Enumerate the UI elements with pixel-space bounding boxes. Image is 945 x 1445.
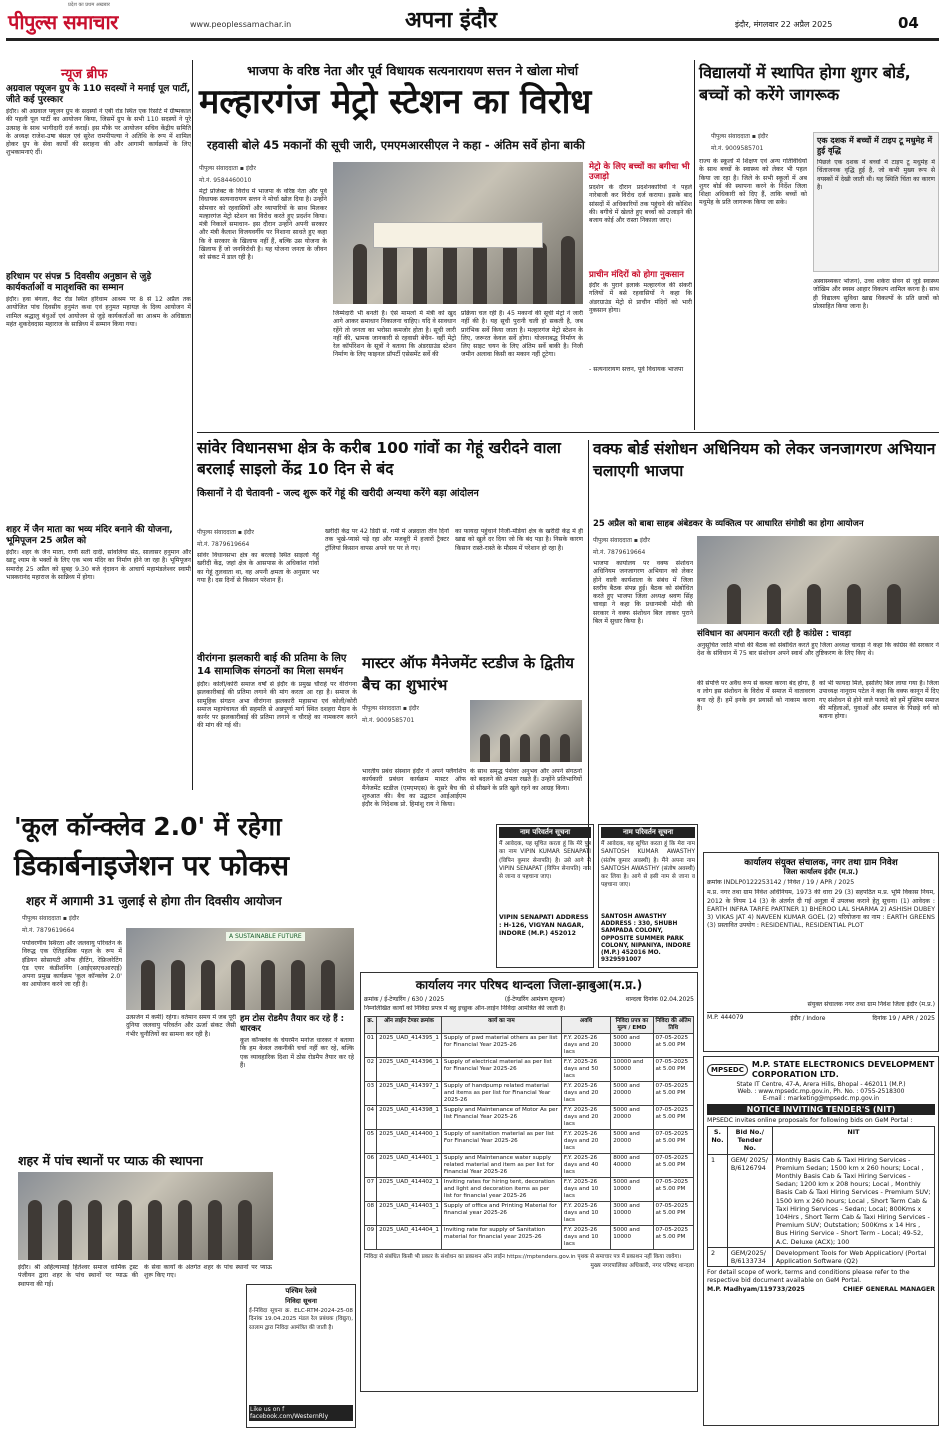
masthead	[0, 0, 945, 44]
gram-body: म.प्र. नगर तथा ग्राम निवेश अधिनियम, 1973 की धारा 29 (3) सहपठित म.प्र. भूमि विकास नियम, 2012 के नियम 14 (3) के अंतर्गत दी गई अनुज्ञा में उपलब्ध कराने हेतु सूचना। (1) आवेदक : EARTH INFRA TARFE PARTNER 1) BHEROO LAL SHARMA 2) ASHISH DUBEY 3) VIKAS JAT 4) NAVEEN KUMAR GOEL (2) परियोजना का नाम : EARTH GREENS (3) प्रस्तावित उपयोग : RESIDENTIAL, RESIDENTIAL PLOT	[707, 889, 935, 930]
master-event-photo	[470, 700, 582, 762]
tender-notice	[360, 972, 698, 1392]
table-row	[365, 1226, 694, 1250]
byline-mobile: मो.नं. 9009585701	[362, 717, 415, 724]
gram-footer-mid: इंदौर / Indore	[790, 1014, 826, 1022]
wheat-col3: का फायदा पहुंचाने निजी-मंडियां क्षेत्र के खरीदी केंद्र में ही खाद्य को खुले दर दिया जो कि बंद पड़ा है। निसके कारण किसान रास्ते-रास्ते के मौसम में परेशान हो रहा है।	[455, 528, 583, 552]
tender-cell: 5000 and 10000	[611, 1226, 653, 1250]
tender-cell: 07-05-2025 at 5.00 PM	[653, 1034, 693, 1058]
table-row	[365, 1082, 694, 1106]
nit-cell: Monthly Basis Cab & Taxi Hiring Services - Premium Sedan; 1500 km x 260 hours; Local , Monthly Basis Cab & Taxi Hiring Services - Sedan; 1200 km x 208 hours; Local , Monthly Basis Cab & Taxi Hiring Services - Premium SUV; 1500 km x 260 hours; Local , Short Term Cab & Taxi Hiring Services - Sedan; Local; 800Kms x 104Hrs , Short Term Cab & Taxi Hiring Services - Premium SUV; Outstation; 500Kms x 14 Hrs , Bus Hiring Service - Short Term - Local; 49-52, A.C. Deluxe (ACX); 100	[772, 1154, 934, 1247]
gram-nivesh-notice	[703, 852, 939, 1052]
news-brief-label: न्यूज ब्रीफ	[61, 67, 108, 82]
wheat-col2: खरीदी केंद्र पर 42 डिग्री से. गर्मी में अन्नदाता तीन दिनों तक भूखे-प्यासे पड़े रहा और मजबूरी में हजारों ट्रैक्टर ट्रॉलियां किसान वापस अपने घर पर ले गए।	[325, 528, 449, 552]
byline: पीपुल्स संवाददाता ▪ इंदौर	[711, 133, 768, 140]
side-box-body: पिछले एक दशक में बच्चों में टाइप टू मधुमेह में चिंताजनक वृद्धि हुई है, जो कभी मुख्य रूप से वयस्कों में देखी जाती थी। यह स्थिति चिंता का कारण है।	[817, 159, 935, 191]
tender-cell: 5000 and 20000	[611, 1106, 653, 1130]
waqf-subhead: 25 अप्रैल को बाबा साहब अंबेडकर के व्यक्तित्व पर आधारित संगोष्ठी का होगा आयोजन	[593, 519, 864, 529]
tender-cell: F.Y. 2025-26 days and 20 lacs	[561, 1130, 610, 1154]
tender-cell: 02	[365, 1058, 377, 1082]
tender-cell: 2025_UAD_414403_1	[377, 1202, 442, 1226]
mpsedc-contact: Web. : www.mpsedc.mp.gov.in, Ph. No. : 0755-2518300	[737, 1088, 905, 1095]
lead-col1: मेट्रो प्रोजेक्ट के विरोध में भाजपा के वरिष्ठ नेता और पूर्व विधायक सत्यनारायण सत्तन ने मोर्चा खोल दिया है। उन्होंने सोमवार को रहवासियों और व्यापारियों के साथ मिलकर मल्हारगंज मेट्रो स्टेशन का विरोध करते हुए प्रदर्शन किया। मंत्री निकालें समाधान- इस दौरान उन्होंने अपनी सरकार और मंत्री कैलाश विजयवर्गीय पर निशाना साधते हुए कहा कि वे सरकार के खिलाफ नहीं हैं, बल्कि उस योजना के खिलाफ हैं जो जनविरोधी है। यह योजना जनता के जीवन को संकट में डाल रही है।	[199, 188, 327, 262]
tender-header-cell: ऑन लाईन टेण्डर क्रमांक	[377, 1017, 442, 1034]
tender-cell: 05	[365, 1130, 377, 1154]
lead-headline: मल्हारगंज मेट्रो स्टेशन का विरोध	[199, 82, 592, 122]
byline-mobile: मो.नं. 7879619664	[593, 549, 646, 556]
brief-headline: शहर में जैन माता का भव्य मंदिर बनाने की योजना, भूमिपूजन 25 अप्रैल को	[6, 525, 173, 546]
tender-cell: 09	[365, 1226, 377, 1250]
wheat-subhead: किसानों ने दी चेतावनी - जल्द शुरू करें गेहूं की खरीदी अन्यथा करेंगे बड़ा आंदोलन	[197, 488, 479, 499]
tender-cell: 06	[365, 1154, 377, 1178]
name-change-notice	[496, 824, 594, 968]
mpsedc-table	[707, 1126, 935, 1267]
nit-cell: Development Tools for Web Application/ (Portal Application Software (Q2)	[772, 1247, 934, 1266]
tender-cell: Supply of office and Printing Material for financial year 2025-26	[441, 1202, 561, 1226]
byline-name: पीपुल्स संवाददाता	[199, 165, 238, 172]
gram-title: कार्यालय संयुक्त संचालक, नगर तथा ग्राम निवेश	[744, 858, 898, 868]
wheat-story	[197, 436, 585, 651]
byline-mobile: मो.नं. 9584460010	[199, 177, 252, 184]
tender-cell: Inviting rate for supply of Sanitation material for financial year 2025-26	[441, 1226, 561, 1250]
table-row	[365, 1058, 694, 1082]
mpsedc-footer-right: CHIEF GENERAL MANAGER	[843, 1286, 935, 1294]
tender-cell: 07-05-2025 at 5.00 PM	[653, 1058, 693, 1082]
tender-cell: 07-05-2025 at 5.00 PM	[653, 1202, 693, 1226]
conclave-box-body: कूल कॉन्क्लेव के चेयरमैन मनोज धारकर ने बताया कि हम केवल तकनीकी चर्चा नहीं कर रहे, बल्कि एक व्यावहारिक दिशा में ठोस रोडमैप तैयार कर रहे हैं।	[240, 1037, 354, 1069]
tender-cell: 5000 and 20000	[611, 1082, 653, 1106]
wheat-headline: सांवेर विधानसभा क्षेत्र के करीब 100 गांवों का गेहूं खरीदने वाला बरलाई साइलो केंद्र 10 दिन से बंद	[197, 439, 561, 478]
nit-header-cell: Bid No./ Tender No.	[727, 1127, 772, 1155]
mpsedc-notice-title: NOTICE INVITING TENDER'S (NIT)	[707, 1104, 935, 1115]
master-col1: भारतीय प्रबंध संस्थान इंदौर ने अपने फ्लैगशिप कार्यकारी प्रबंधन कार्यक्रम मास्टर ऑफ मैनेजमेंट स्टडीज (एमएमएस) के दूसरे बैच की शुरुआत की। बैच का उद्घाटन आईआईएम इंदौर के निदेशक प्रो. हिमांशु राय ने किया।	[362, 768, 466, 809]
byline-mobile: मो.नं. 7879619664	[22, 927, 75, 934]
tender-cell: 2025_UAD_414400_1	[377, 1130, 442, 1154]
master-col2: के साथ समृद्ध पेशेवर अनुभव और अपने संगठनों को बदलने की क्षमता रखते हैं। उन्होंने प्रतिभागियों से सीखने के प्रति खुले रहने का आग्रह किया।	[470, 768, 582, 792]
mpsedc-footer-left: M.P. Madhyam/119733/2025	[707, 1286, 805, 1294]
tender-cell: 8000 and 40000	[611, 1154, 653, 1178]
conclave-body: पर्यावरणीय स्थिरता और जलवायु परिवर्तन के विरुद्ध एक ऐतिहासिक पहल के रूप में इंडियन सोसायटी ऑफ हीटिंग, रेफ्रिजरेटिंग एंड एयर कंडीशनिंग (आईएसएचआरएई) अपना प्रमुख कार्यक्रम 'कूल कॉन्क्लेव 2.0' का आयोजन करने जा रही है।	[22, 940, 122, 989]
tender-cell: 07-05-2025 at 5.00 PM	[653, 1130, 693, 1154]
byline-city: इंदौर	[408, 705, 419, 712]
byline-city: इंदौर	[245, 165, 256, 172]
byline: पीपुल्स संवाददाता ▪ इंदौर	[197, 529, 254, 536]
page-number: 04	[898, 14, 919, 32]
cool-conclave-story	[6, 800, 356, 1340]
virangana-story	[197, 652, 357, 802]
name-change-notice	[598, 824, 698, 968]
prau-photo	[18, 1172, 273, 1260]
mpsedc-address: State IT Centre, 47-A, Arera Hills, Bhopal - 462011 (M.P.)	[736, 1081, 906, 1088]
byline-city: इंदौर	[68, 915, 79, 922]
tender-cell: 07-05-2025 at 5.00 PM	[653, 1178, 693, 1202]
school-side-box	[813, 132, 939, 272]
logo-tagline: प्रदेश का प्रथम अखबार	[68, 2, 110, 8]
tender-cell: 07-05-2025 at 5.00 PM	[653, 1154, 693, 1178]
lead-col3: प्रक्रिया चल रही है। 45 मकानों की सूची मेट्रो ने जारी नहीं की है। यह सूची पुरानी चली हो सकती है, जब प्रारंभिक सर्वे किया जाता है। मल्हारगंज मेट्रो स्टेशन के लिए, जरूरत केवल सर्वे होगा। योजनाबद्ध निर्माण के लिए साइट चयन के लिए अंतिम सर्वे बाकी है। निजी जमीन अलावा किसी का मकान नहीं टूटेगा।	[461, 310, 583, 359]
table-row	[365, 1178, 694, 1202]
tender-cell: 2025_UAD_414398_1	[377, 1106, 442, 1130]
date-line: इंदौर, मंगलवार 22 अप्रैल 2025	[735, 20, 833, 29]
tender-cell: Supply of pwd material others as per list for Financial Year 2025-26	[441, 1034, 561, 1058]
railway-title: पश्चिम रेलवे	[285, 1287, 317, 1295]
tender-header-cell: कार्य का नाम	[441, 1017, 561, 1034]
tender-cell: Inviting rates for hiring tent, decoration and light and decoration items as per list for financial year 2025-26	[441, 1178, 561, 1202]
tender-ref-left: क्रमांक / ई-टेण्डरिंग / 630 / 2025	[364, 996, 445, 1003]
brief-body: इंदौर। श्री अग्रवाल फ्यूजन ग्रुप के सदस्यों ने एबी रोड स्थित एक रिसोर्ट में ग्रीष्मकाल की पहली पूल पार्टी का आयोजन किया, जिसमें ग्रुप के सभी 110 सदस्यों ने पूरे उत्साह के साथ भागीदारी दर्ज कराई। इस मौके पर आयोजन सचिव केंद्रीय समिति के अध्यक्ष राजेश-उषा बंसल एवं सुरेश रामपीपल्या ने अतिथि के रूप में शामिल होकर ग्रुप के सेवा कार्यों की सराहना की और आगामी कार्यक्रमों के लिए शुभकामनाएं दीं।	[6, 108, 191, 157]
sidebar-quote: - सत्यनारायण सत्तन, पूर्व विधायक भाजपा	[589, 366, 684, 373]
tender-header-cell: क्र.	[365, 1017, 377, 1034]
tender-title: कार्यालय नगर परिषद थान्दला जिला-झाबुआ(म.प्र.)	[415, 978, 643, 992]
byline-city: इंदौर	[757, 133, 768, 140]
news-brief	[6, 46, 191, 791]
railway-body: ई-निविदा सूचना क्र. ELC-RTM-2024-25-08 दिनांक 19.04.2025 मंडल रेल प्रबंधक (विद्युत), रतलाम द्वारा निविदा आमंत्रित की जाती है।	[249, 1308, 353, 1331]
tender-cell: F.Y. 2025-26 days and 40 lacs	[561, 1154, 610, 1178]
notice-body: मैं आवेदक, यह सूचित करता हूं कि मेरा नाम SANTOSH KUMAR AWASTHY (संतोष कुमार अवस्थी) है। मैंने अपना नाम SANTOSH AWASTHY (संतोष अवस्थी) कर लिया है। आगे से इसी नाम से जाना व पहचाना जाए।	[601, 841, 695, 889]
virangana-headline: वीरांगना झलकारी बाई की प्रतिमा के लिए 14 सामाजिक संगठनों का मिला समर्थन	[197, 653, 347, 677]
tender-cell: 5000 and 30000	[611, 1034, 653, 1058]
tender-cell: 2025_UAD_414402_1	[377, 1178, 442, 1202]
waqf-col3: को भी फायदा मिले, इसलिए बिल लाया गया है। जिला उपाध्यक्ष नानूराम पटेल ने कहा कि वक्फ कानून में दिए गए संशोधन से होने वाले फायदे को हमें मुस्लिम समाज की महिलाओं, युवाओं और समाज के पिछड़े वर्ग को बताना होगा।	[819, 680, 939, 721]
wheat-col1: सांवेर विधानसभा क्षेत्र का बरलाई स्थित साइलो गेहूं खरीदी केंद्र, जहां क्षेत्र के आसपास के अधिकांश गांवों का गेहूं तुलवाता था, वह अपनी क्षमता के अनुसार भर गया है। दस दिनों से किसान परेशान हैं।	[197, 552, 319, 584]
master-headline: मास्टर ऑफ मैनेजमेंट स्टडीज के द्वितीय बैच का शुभारंभ	[362, 654, 574, 694]
school-headline: विद्यालयों में स्थापित होगा शुगर बोर्ड, बच्चों को करेंगे जागरूक	[699, 63, 911, 104]
railway-notice	[246, 1284, 356, 1428]
school-story	[699, 56, 939, 431]
tender-intro: निम्नलिखित कार्यों को निविदा प्रपत्र में बहु इच्छुक ऑन-लाईन निविदा आमंत्रित की जाती है।	[364, 1005, 566, 1012]
tender-header-cell: अवधि	[561, 1017, 610, 1034]
table-row	[365, 1130, 694, 1154]
byline: पीपुल्स संवाददाता ▪ इंदौर	[362, 705, 419, 712]
lead-subhead: रहवासी बोले 45 मकानों की सूची जारी, एमएमआरसीएल ने कहा - अंतिम सर्वे होना बाकी	[207, 138, 585, 152]
tender-cell: 07-05-2025 at 5.00 PM	[653, 1226, 693, 1250]
prau-body-2: के सेवा कार्यों के अंतर्गत शहर के पांच स्थानों पर प्याऊ शुरू किए गए।	[144, 1264, 272, 1280]
tender-cell: 07-05-2025 at 5.00 PM	[653, 1082, 693, 1106]
table-row	[708, 1247, 935, 1266]
nit-cell: GEM/ 2025/ B/6126794	[727, 1154, 772, 1247]
tender-cell: 07-05-2025 at 5.00 PM	[653, 1106, 693, 1130]
conclave-headline-2: डिकार्बनाइजेशन पर फोकस	[14, 849, 289, 882]
tender-cell: 5000 and 20000	[611, 1130, 653, 1154]
website[interactable]: www.peoplessamachar.in	[190, 20, 292, 29]
notice-address: SANTOSH AWASTHY ADDRESS : 330, SHUBH SAMPADA COLONY, OPPOSITE SUMMER PARK COLONY, NIPANIYA, INDORE (M.P.) 452016 MO. 9329591007	[601, 914, 691, 964]
tender-cell: Supply of electrical material as per list for Financial Year 2025-26	[441, 1058, 561, 1082]
tender-cell: 01	[365, 1034, 377, 1058]
nit-cell: 1	[708, 1154, 728, 1247]
nit-cell: GEM/2025/ B/6133734	[727, 1247, 772, 1266]
tender-cell: 2025_UAD_414401_1	[377, 1154, 442, 1178]
byline-mobile: मो.नं. 7879619664	[197, 541, 250, 548]
lead-col2: जिम्मेदारी भी बनती है। ऐसे मामलों में मंत्री को खुद आगे आकर समाधान निकालना चाहिए। यदि वे सावधान रहेंगे तो जनता का भरोसा कमजोर होता है। सूची जारी नहीं की, भ्रामक जानकारी से रहवासी बेचैन- वहीं मेट्रो रेल कॉर्पोरेशन के सूत्रों ने बताया कि अंडरग्राउंड स्टेशन निर्माण के लिए फाइनल प्रॉपर्टी एसेसमेंट सर्वे की	[333, 310, 456, 359]
tender-cell: F.Y. 2025-26 days and 20 lacs	[561, 1034, 610, 1058]
sidebar-body: इंदौर के पुराने इलाके मल्हारगंज की संकरी गलियों में बसे रहवासियों ने कहा कि अंडरग्राउंड मेट्रो से प्राचीन मंदिरों को भारी नुकसान होगा।	[589, 282, 692, 314]
tender-cell: 04	[365, 1106, 377, 1130]
mpsedc-footer-note: For detail scope of work, terms and conditions please refer to the respective bid document available on GeM Portal.	[707, 1269, 910, 1285]
byline: पीपुल्स संवाददाता ▪ इंदौर	[22, 915, 79, 922]
brief-body: इंदौर। शहर के जैन माता, राणी सती दादी, सांवलिया सेठ, सालासर हनुमान और खाटू श्याम के भक्तों के लिए एक भव्य मंदिर का निर्माण होने जा रहा है। भूमिपूजन समारोह 25 अप्रैल को सुबह 9.30 बजे वृंदावन के आचार्य महामंडलेश्वर स्वामी भास्करानंद महाराज के सान्निध्य में होगा।	[6, 549, 191, 581]
tender-cell: 2025_UAD_414404_1	[377, 1226, 442, 1250]
waqf-story	[593, 436, 939, 736]
table-row	[365, 1202, 694, 1226]
conclave-photo	[126, 928, 354, 1010]
tender-table	[364, 1016, 694, 1250]
railway-subtitle: निविदा सूचना	[285, 1297, 317, 1305]
tender-cell: 03	[365, 1082, 377, 1106]
gram-sub: जिला कार्यालय इंदौर (म.प्र.)	[783, 868, 859, 876]
table-row	[708, 1154, 935, 1247]
nit-header-cell: S. No.	[708, 1127, 728, 1155]
byline-name: पीपुल्स संवाददाता	[593, 537, 632, 544]
byline-name: पीपुल्स संवाददाता	[197, 529, 236, 536]
sidebar-title: मेट्रो के लिए बच्चों का बगीचा भी उजाड़ो	[589, 162, 690, 182]
waqf-col2: की संपत्ति पर अवैध रूप से कब्जा करना बंद होगा, हैं व लोग इस संशोधन के विरोध में समाज में वातावरण बना रहे हैं। हमें इनके इन प्रयासों को नाकाम करना है।	[697, 680, 815, 712]
notice-body: मैं आवेदक, यह सूचित करता हूं कि मेरे पुत्र का नाम VIPIN KUMAR SENAPATI (विपिन कुमार सेनापति) है। उसे आगे से VIPIN SENAPAT (विपिन सेनापति) नाम से जाना व पहचाना जाए।	[499, 841, 591, 881]
mpsedc-notice	[703, 1056, 939, 1426]
byline: पीपुल्स संवाददाता ▪ इंदौर	[199, 165, 256, 172]
tender-cell: F.Y. 2025-26 days and 10 lacs	[561, 1226, 610, 1250]
byline-name: पीपुल्स संवाददाता	[22, 915, 61, 922]
tender-cell: F.Y. 2025-26 days and 20 lacs	[561, 1082, 610, 1106]
tender-cell: F.Y. 2025-26 days and 20 lacs	[561, 1106, 610, 1130]
side-box-title: एक दशक में बच्चों में टाइप टू मधुमेह में हुई वृद्धि	[817, 136, 933, 155]
tender-cell: F.Y. 2025-26 days and 10 lacs	[561, 1178, 610, 1202]
nit-header-cell: NIT	[772, 1127, 934, 1155]
conclave-col2: उत्सर्जन में कमी) रहेगा। वर्तमान समय में जब पूरी दुनिया जलवायु परिवर्तन और ऊर्जा संकट जैसी गंभीर चुनौतियों का सामना कर रही है।	[126, 1014, 236, 1038]
waqf-headline: वक्फ बोर्ड संशोधन अधिनियम को लेकर जनजागरण अभियान चलाएगी भाजपा	[593, 440, 936, 480]
tender-cell: 10000 and 50000	[611, 1058, 653, 1082]
tender-cell: Supply and Maintenance of Motor As per list Financial Year 2025-26	[441, 1106, 561, 1130]
brief-headline: अग्रवाल फ्यूजन ग्रुप के 110 सदस्यों ने मनाई पूल पार्टी, जीते कई पुरस्कार	[6, 84, 191, 105]
mpsedc-title: M.P. STATE ELECTRONICS DEVELOPMENT CORPORATION LTD.	[751, 1060, 935, 1079]
table-row	[365, 1106, 694, 1130]
byline: पीपुल्स संवाददाता ▪ इंदौर	[593, 537, 650, 544]
brief-headline: हरिधाम पर संपन्न 5 दिवसीय अनुष्ठान से जुड़े कार्यकर्ताओं व मातृशक्ति का सम्मान	[6, 272, 152, 293]
tender-signature: मुख्य नगरपालिका अधिकारी, नगर परिषद थान्दला	[590, 1262, 694, 1269]
gram-ref: क्रमांक INDLP0122253142 / निवेश / 19 / APR / 2025	[707, 879, 855, 886]
tender-cell: Supply of handpump related material and items as per list for Financial Year 2025-26	[441, 1082, 561, 1106]
sidebar-body: प्रदर्शन के दौरान प्रदर्शनकारियों ने पहले नारेबाजी कर विरोध दर्ज कराया। इसके बाद सांसदों में अधिकारियों तक पहुंचने की कोशिश की। बगीचे में खेलते हुए बच्चों को उजाड़ने की बजाय कोई और रास्ता निकाला जाए।	[589, 184, 692, 225]
mpsedc-logo: MPSEDC	[707, 1064, 748, 1076]
waqf-caption-body: अनुसूचित जाति मोर्चा की बैठक को संबोधित करते हुए जिला अध्यक्ष चावड़ा ने कहा कि कांग्रेस की सरकार ने देश के संविधान में 75 बार संशोधन अपने स्वार्थ और तुष्टिकरण के लिए किए थे।	[697, 642, 939, 658]
prau-headline: शहर में पांच स्थानों पर प्याऊ की स्थापना	[18, 1153, 203, 1168]
tender-ref-right: थान्दला दिनांक 02.04.2025	[625, 996, 694, 1003]
tender-cell: F.Y. 2025-26 days and 10 lacs	[561, 1202, 610, 1226]
waqf-caption-title: संविधान का अपमान करती रही है कांग्रेस : चावड़ा	[697, 629, 852, 639]
gram-footer-left: M.P. 444079	[707, 1013, 744, 1021]
tender-cell: 2025_UAD_414397_1	[377, 1082, 442, 1106]
sidebar-title: प्राचीन मंदिरों को होगा नुकसान	[589, 270, 685, 280]
conclave-box	[240, 1014, 354, 1146]
tender-cell: 3000 and 10000	[611, 1202, 653, 1226]
tender-cell: 5000 and 10000	[611, 1178, 653, 1202]
lead-sidebar	[589, 162, 692, 428]
table-row	[365, 1034, 694, 1058]
gram-sign: संयुक्त संचालक नगर तथा ग्राम निवेश जिला इंदौर (म.प्र.)	[807, 1001, 935, 1009]
waqf-col1: भाजपा कार्यालय पर वक्फ संशोधन अधिनियम जनजागरण अभियान को लेकर होने वाली कार्यशाला के संबंध में जिला स्तरीय बैठक संपन्न हुई। बैठक को संबोधित करते हुए भाजपा जिला अध्यक्ष श्रवण सिंह चावड़ा ने कहा कि प्रधानमंत्री मोदी की सरकार ने वक्फ संशोधन बिल लाकर पुराने बिल में सुधार किया है।	[593, 560, 693, 626]
lead-kicker: भाजपा के वरिष्ठ नेता और पूर्व विधायक सत्यनारायण सत्तन ने खोला मोर्चा	[247, 63, 579, 78]
conclave-headline-1: 'कूल कॉन्क्लेव 2.0' में रहेगा	[14, 812, 282, 841]
railway-footer[interactable]: Like us on f facebook.com/WesternRly	[249, 1405, 353, 1421]
virangana-body: इंदौर। कोली/कोरी समाज वर्षों से इंदौर के प्रमुख चौराहे पर वीरांगना झलकारीबाई की प्रतिमा लगाने की मांग करता आ रहा है। समाज के सामूहिक संगठन अभा वीरांगना झलकारी महासभा एवं कोली/कोरी समाज महापंचायत की सहमति से अन्नपूर्णा मार्ग स्थित दशहरा मैदान के कार्नर पर झलकारीबाई की प्रतिमा लगाने व चौराहे का नामकरण करने की मांग की गई थी।	[197, 681, 357, 730]
school-col1: राज्य के स्कूलों में शिक्षण एवं अन्य गतिविधियों के साथ बच्चों के स्वास्थ्य को लेकर भी पहल किया जा रहा है। जिले के सभी स्कूलों में अब शुगर बोर्ड की स्थापना करने के निर्देश जिला शिक्षा अधिकारी को दिए हैं, ताकि बच्चों को मधुमेह के प्रति जागरूक किया जा सके।	[699, 158, 807, 207]
brief-body: इंदौर। हवा बंगला, कैट रोड स्थित हरिधाम आश्रम पर 8 से 12 अप्रैल तक आयोजित पांच दिवसीय हनुमंत कथा एवं हनुमत महायज्ञ के दिव्य आयोजन में शामिल श्रद्धालु बंधुओं एवं आयोजन से जुड़े कार्यकर्ताओं का आश्रम के अधिष्ठाता महंत शुकदेवदास महाराज के सान्निध्य में सम्मान किया गया।	[6, 296, 191, 328]
waqf-meeting-photo	[697, 536, 939, 624]
notice-title: नाम परिवर्तन सूचना	[601, 827, 695, 838]
table-row	[365, 1154, 694, 1178]
prau-body: इंदौर। श्री अहिल्यामाई हितेश्वर समाज धार्मिक ट्रस्ट पंजीयन द्वारा शहर के पांच स्थानों पर प्याऊ की स्थापना की गई।	[18, 1264, 138, 1288]
tender-ref-mid: (ई-टेण्डरिंग आमंत्रण सूचना)	[504, 996, 565, 1003]
tender-cell: 2025_UAD_414396_1	[377, 1058, 442, 1082]
gram-footer-right: दिनांक 19 / APR / 2025	[872, 1014, 935, 1022]
tender-cell: 2025_UAD_414395_1	[377, 1034, 442, 1058]
byline-city: इंदौर	[243, 529, 254, 536]
tender-header-cell: निविदा प्रपत्र का मूल्य / EMD	[611, 1017, 653, 1034]
mpsedc-email: E-mail : marketing@mpsedc.mp.gov.in	[762, 1095, 880, 1102]
tender-footer: निविदा से संबंधित किसी भी प्रकार के संशोधन का प्रकाशन ऑन लाईन https://mptenders.gov.in पृथक से समाचार पत्र में प्रकाशन नहीं किया जावेगा।	[364, 1254, 682, 1261]
section-title: अपना इंदौर	[405, 8, 498, 33]
logo-text: पीपुल्स समाचार	[8, 10, 118, 34]
notice-address: VIPIN SENAPATI ADDRESS : H-126, VIGYAN NAGAR, INDORE (M.P.) 452012	[499, 914, 589, 937]
conclave-box-title: हम टोस रोडमैप तैयार कर रहे हैं : धारकर	[240, 1014, 345, 1034]
poster-text: A SUSTAINABLE FUTURE	[226, 932, 305, 941]
lead-protest-photo	[333, 162, 583, 304]
tender-cell: Supply of sanitation material as per list For Financial Year 2025-26	[441, 1130, 561, 1154]
mpsedc-notice-intro: MPSEDC invites online proposals for following bids on GeM Portal :	[707, 1117, 913, 1124]
notice-title: नाम परिवर्तन सूचना	[499, 827, 591, 838]
lead-story	[197, 50, 692, 430]
school-col2: अस्वास्थ्यकर भोजन), उच्च शर्करा सेवन से जुड़े स्वास्थ्य जोखिम और स्वस्थ आहार विकल्प शामिल करना है। साथ ही विद्यालय सुविधा खाद्य विकल्पों के प्रति छात्रों को प्रोत्साहित किया जाना है।	[813, 278, 939, 310]
byline-name: पीपुल्स संवाददाता	[362, 705, 401, 712]
conclave-subhead: शहर में आगामी 31 जुलाई से होगा तीन दिवसीय आयोजन	[26, 894, 282, 908]
byline-mobile: मो.नं. 9009585701	[711, 145, 764, 152]
tender-cell: Supply and Maintenance water supply related material and item as per list for Financial Year 2025-26	[441, 1154, 561, 1178]
byline-name: पीपुल्स संवाददाता	[711, 133, 750, 140]
nit-cell: 2	[708, 1247, 728, 1266]
tender-cell: 08	[365, 1202, 377, 1226]
tender-cell: F.Y. 2025-26 days and 50 lacs	[561, 1058, 610, 1082]
byline-city: इंदौर	[639, 537, 650, 544]
tender-header-cell: निविदा की अंतिम तिथि	[653, 1017, 693, 1034]
tender-cell: 07	[365, 1178, 377, 1202]
